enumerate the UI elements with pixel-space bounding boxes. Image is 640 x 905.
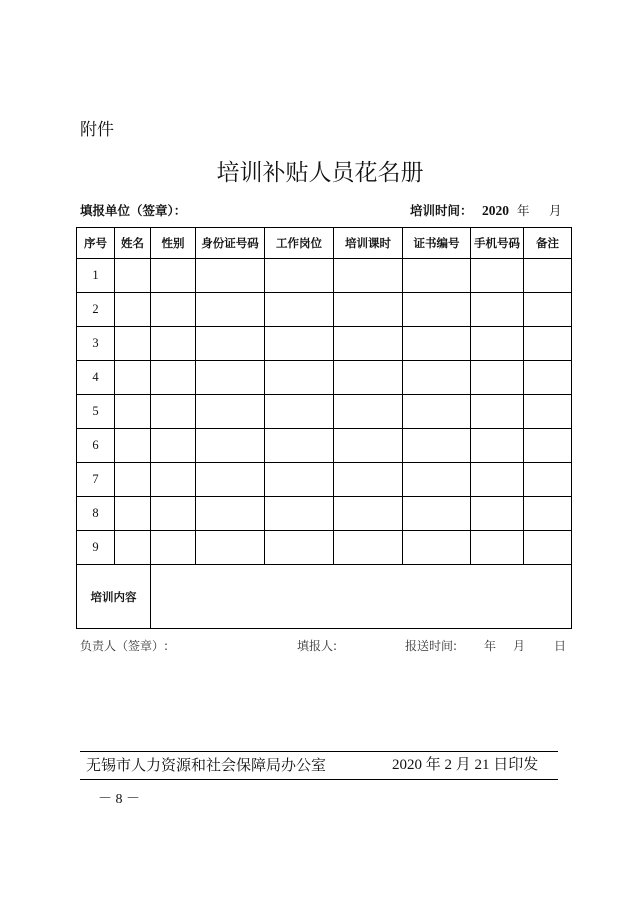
cell-certificate-number (403, 497, 471, 531)
cell-training-hours (334, 293, 403, 327)
cell-phone-number (471, 497, 524, 531)
cell-id-number (196, 429, 265, 463)
cell-gender (151, 293, 196, 327)
submit-time-label: 报送时间: (405, 639, 458, 653)
header-job-position: 工作岗位 (265, 228, 334, 259)
cell-name (115, 497, 151, 531)
cell-id-number (196, 327, 265, 361)
header-name: 姓名 (115, 228, 151, 259)
table-row (77, 531, 572, 565)
cell-job-position (265, 259, 334, 293)
cell-gender (151, 429, 196, 463)
cell-job-position (265, 497, 334, 531)
issuer-bottom-rule (80, 779, 558, 780)
table-row (77, 395, 572, 429)
cell-name (115, 293, 151, 327)
training-content-cell (151, 565, 572, 629)
cell-name (115, 531, 151, 565)
submit-year-unit: 年 (484, 639, 497, 653)
row-serial: 5 (77, 395, 115, 429)
cell-job-position (265, 531, 334, 565)
training-time-label: 培训时间： (410, 204, 473, 218)
table-row (77, 429, 572, 463)
cell-name (115, 429, 151, 463)
attachment-label: 附件 (80, 120, 114, 140)
cell-id-number (196, 395, 265, 429)
cell-phone-number (471, 327, 524, 361)
cell-certificate-number (403, 293, 471, 327)
cell-name (115, 361, 151, 395)
cell-gender (151, 497, 196, 531)
cell-phone-number (471, 361, 524, 395)
table-row (77, 259, 572, 293)
cell-name (115, 327, 151, 361)
cell-training-hours (334, 429, 403, 463)
header-gender: 性别 (151, 228, 196, 259)
cell-remarks (524, 361, 572, 395)
cell-id-number (196, 293, 265, 327)
issuer-office: 无锡市人力资源和社会保障局办公室 (86, 756, 327, 774)
cell-id-number (196, 497, 265, 531)
cell-training-hours (334, 531, 403, 565)
table-row (77, 327, 572, 361)
table-row (77, 361, 572, 395)
cell-training-hours (334, 497, 403, 531)
header-training-hours: 培训课时 (334, 228, 403, 259)
cell-certificate-number (403, 463, 471, 497)
cell-certificate-number (403, 361, 471, 395)
cell-name (115, 463, 151, 497)
submit-day-unit: 日 (554, 639, 567, 653)
row-serial: 7 (77, 463, 115, 497)
cell-name (115, 259, 151, 293)
cell-training-hours (334, 395, 403, 429)
cell-certificate-number (403, 429, 471, 463)
cell-remarks (524, 429, 572, 463)
table-header-row (77, 228, 572, 259)
cell-name (115, 395, 151, 429)
row-serial: 6 (77, 429, 115, 463)
training-time-month-unit: 月 (549, 204, 562, 218)
roster-table (76, 227, 572, 629)
row-serial: 2 (77, 293, 115, 327)
cell-remarks (524, 395, 572, 429)
cell-gender (151, 259, 196, 293)
cell-gender (151, 327, 196, 361)
cell-id-number (196, 259, 265, 293)
table-row (77, 463, 572, 497)
cell-certificate-number (403, 395, 471, 429)
cell-remarks (524, 531, 572, 565)
page-number: － 8 － (98, 792, 140, 807)
training-content-row (77, 565, 572, 629)
row-serial: 9 (77, 531, 115, 565)
cell-remarks (524, 327, 572, 361)
cell-training-hours (334, 463, 403, 497)
cell-phone-number (471, 463, 524, 497)
responsible-person-label: 负责人（签章）: (80, 639, 169, 653)
row-serial: 8 (77, 497, 115, 531)
cell-job-position (265, 429, 334, 463)
row-serial: 1 (77, 259, 115, 293)
cell-gender (151, 463, 196, 497)
page-title: 培训补贴人员花名册 (216, 160, 424, 186)
cell-training-hours (334, 259, 403, 293)
cell-training-hours (334, 327, 403, 361)
training-content-label: 培训内容 (77, 565, 151, 629)
table-row (77, 293, 572, 327)
training-time-year: 2020 (482, 203, 509, 218)
cell-phone-number (471, 259, 524, 293)
cell-id-number (196, 361, 265, 395)
submit-month-unit: 月 (513, 639, 526, 653)
issuer-top-rule (80, 751, 558, 752)
header-phone-number: 手机号码 (471, 228, 524, 259)
table-row (77, 497, 572, 531)
cell-remarks (524, 463, 572, 497)
cell-job-position (265, 293, 334, 327)
cell-job-position (265, 361, 334, 395)
training-time-year-unit: 年 (517, 204, 530, 218)
cell-remarks (524, 293, 572, 327)
cell-training-hours (334, 361, 403, 395)
cell-certificate-number (403, 531, 471, 565)
cell-certificate-number (403, 259, 471, 293)
cell-phone-number (471, 429, 524, 463)
cell-gender (151, 531, 196, 565)
row-serial: 4 (77, 361, 115, 395)
cell-id-number (196, 463, 265, 497)
header-certificate-number: 证书编号 (403, 228, 471, 259)
cell-phone-number (471, 395, 524, 429)
header-serial: 序号 (77, 228, 115, 259)
header-id-number: 身份证号码 (196, 228, 265, 259)
cell-remarks (524, 497, 572, 531)
cell-remarks (524, 259, 572, 293)
filler-label: 填报人: (297, 639, 338, 653)
cell-phone-number (471, 531, 524, 565)
cell-certificate-number (403, 327, 471, 361)
cell-id-number (196, 531, 265, 565)
cell-job-position (265, 395, 334, 429)
header-remarks: 备注 (524, 228, 572, 259)
row-serial: 3 (77, 327, 115, 361)
cell-job-position (265, 327, 334, 361)
issue-date: 2020 年 2 月 21 日印发 (392, 757, 539, 773)
cell-phone-number (471, 293, 524, 327)
cell-job-position (265, 463, 334, 497)
fill-unit-label: 填报单位（签章）： (80, 204, 187, 218)
cell-gender (151, 361, 196, 395)
cell-gender (151, 395, 196, 429)
